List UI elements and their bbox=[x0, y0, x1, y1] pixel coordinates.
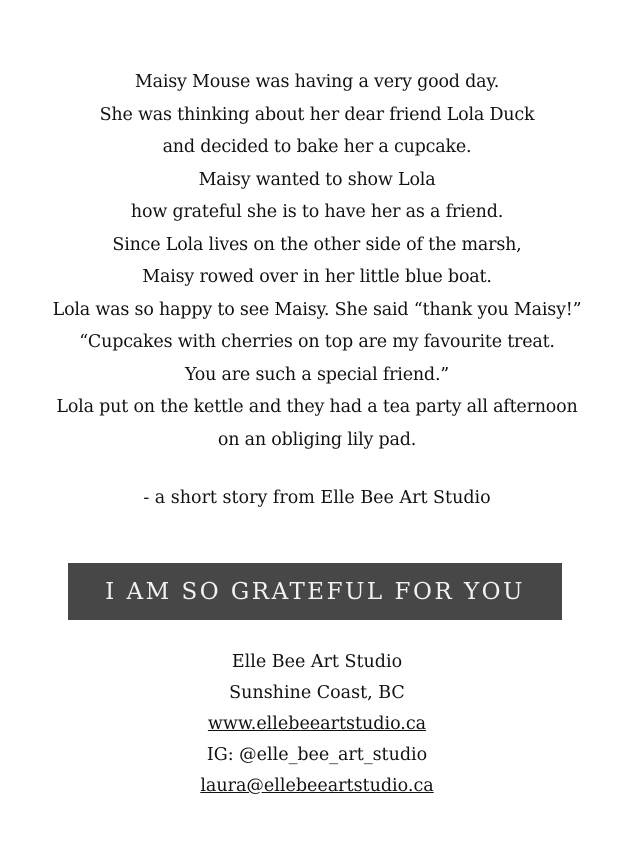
story-line-6: Since Lola lives on the other side of the marsh, bbox=[112, 234, 522, 255]
instagram-handle: IG: @elle_bee_art_studio bbox=[206, 745, 428, 765]
story-line-5: how grateful she is to have her as a friend. bbox=[130, 202, 504, 222]
story-attribution: - a short story from Elle Bee Art Studio bbox=[143, 488, 491, 508]
studio-name: Elle Bee Art Studio bbox=[231, 652, 403, 672]
email-link[interactable]: laura@ellebeeartstudio.ca bbox=[200, 776, 434, 796]
story-line-7: Maisy rowed over in her little blue boat. bbox=[142, 267, 492, 287]
story-line-1: Maisy Mouse was having a very good day. bbox=[134, 72, 500, 92]
story-line-12: on an obliging lily pad. bbox=[217, 429, 417, 450]
email-line bbox=[0, 771, 634, 802]
story-line-8: Lola was so happy to see Maisy. She said “thank you Maisy!” bbox=[52, 299, 582, 320]
story-line-2: She was thinking about her dear friend Lola Duck bbox=[99, 104, 535, 125]
banner-text: I AM SO GRATEFUL FOR YOU bbox=[105, 578, 525, 605]
grateful-banner bbox=[68, 563, 562, 620]
story-line-10: You are such a special friend.” bbox=[184, 364, 450, 385]
website-line bbox=[0, 709, 634, 740]
contact-block bbox=[0, 647, 634, 802]
story-text bbox=[0, 66, 634, 456]
story-line-4: Maisy wanted to show Lola bbox=[198, 169, 436, 190]
story-line-3: and decided to bake her a cupcake. bbox=[162, 137, 472, 157]
story-line-9: “Cupcakes with cherries on top are my favourite treat. bbox=[79, 332, 555, 352]
story-line-11: Lola put on the kettle and they had a tea party all afternoon bbox=[56, 397, 578, 417]
website-link[interactable]: www.ellebeeartstudio.ca bbox=[207, 714, 427, 734]
studio-location: Sunshine Coast, BC bbox=[229, 683, 405, 703]
